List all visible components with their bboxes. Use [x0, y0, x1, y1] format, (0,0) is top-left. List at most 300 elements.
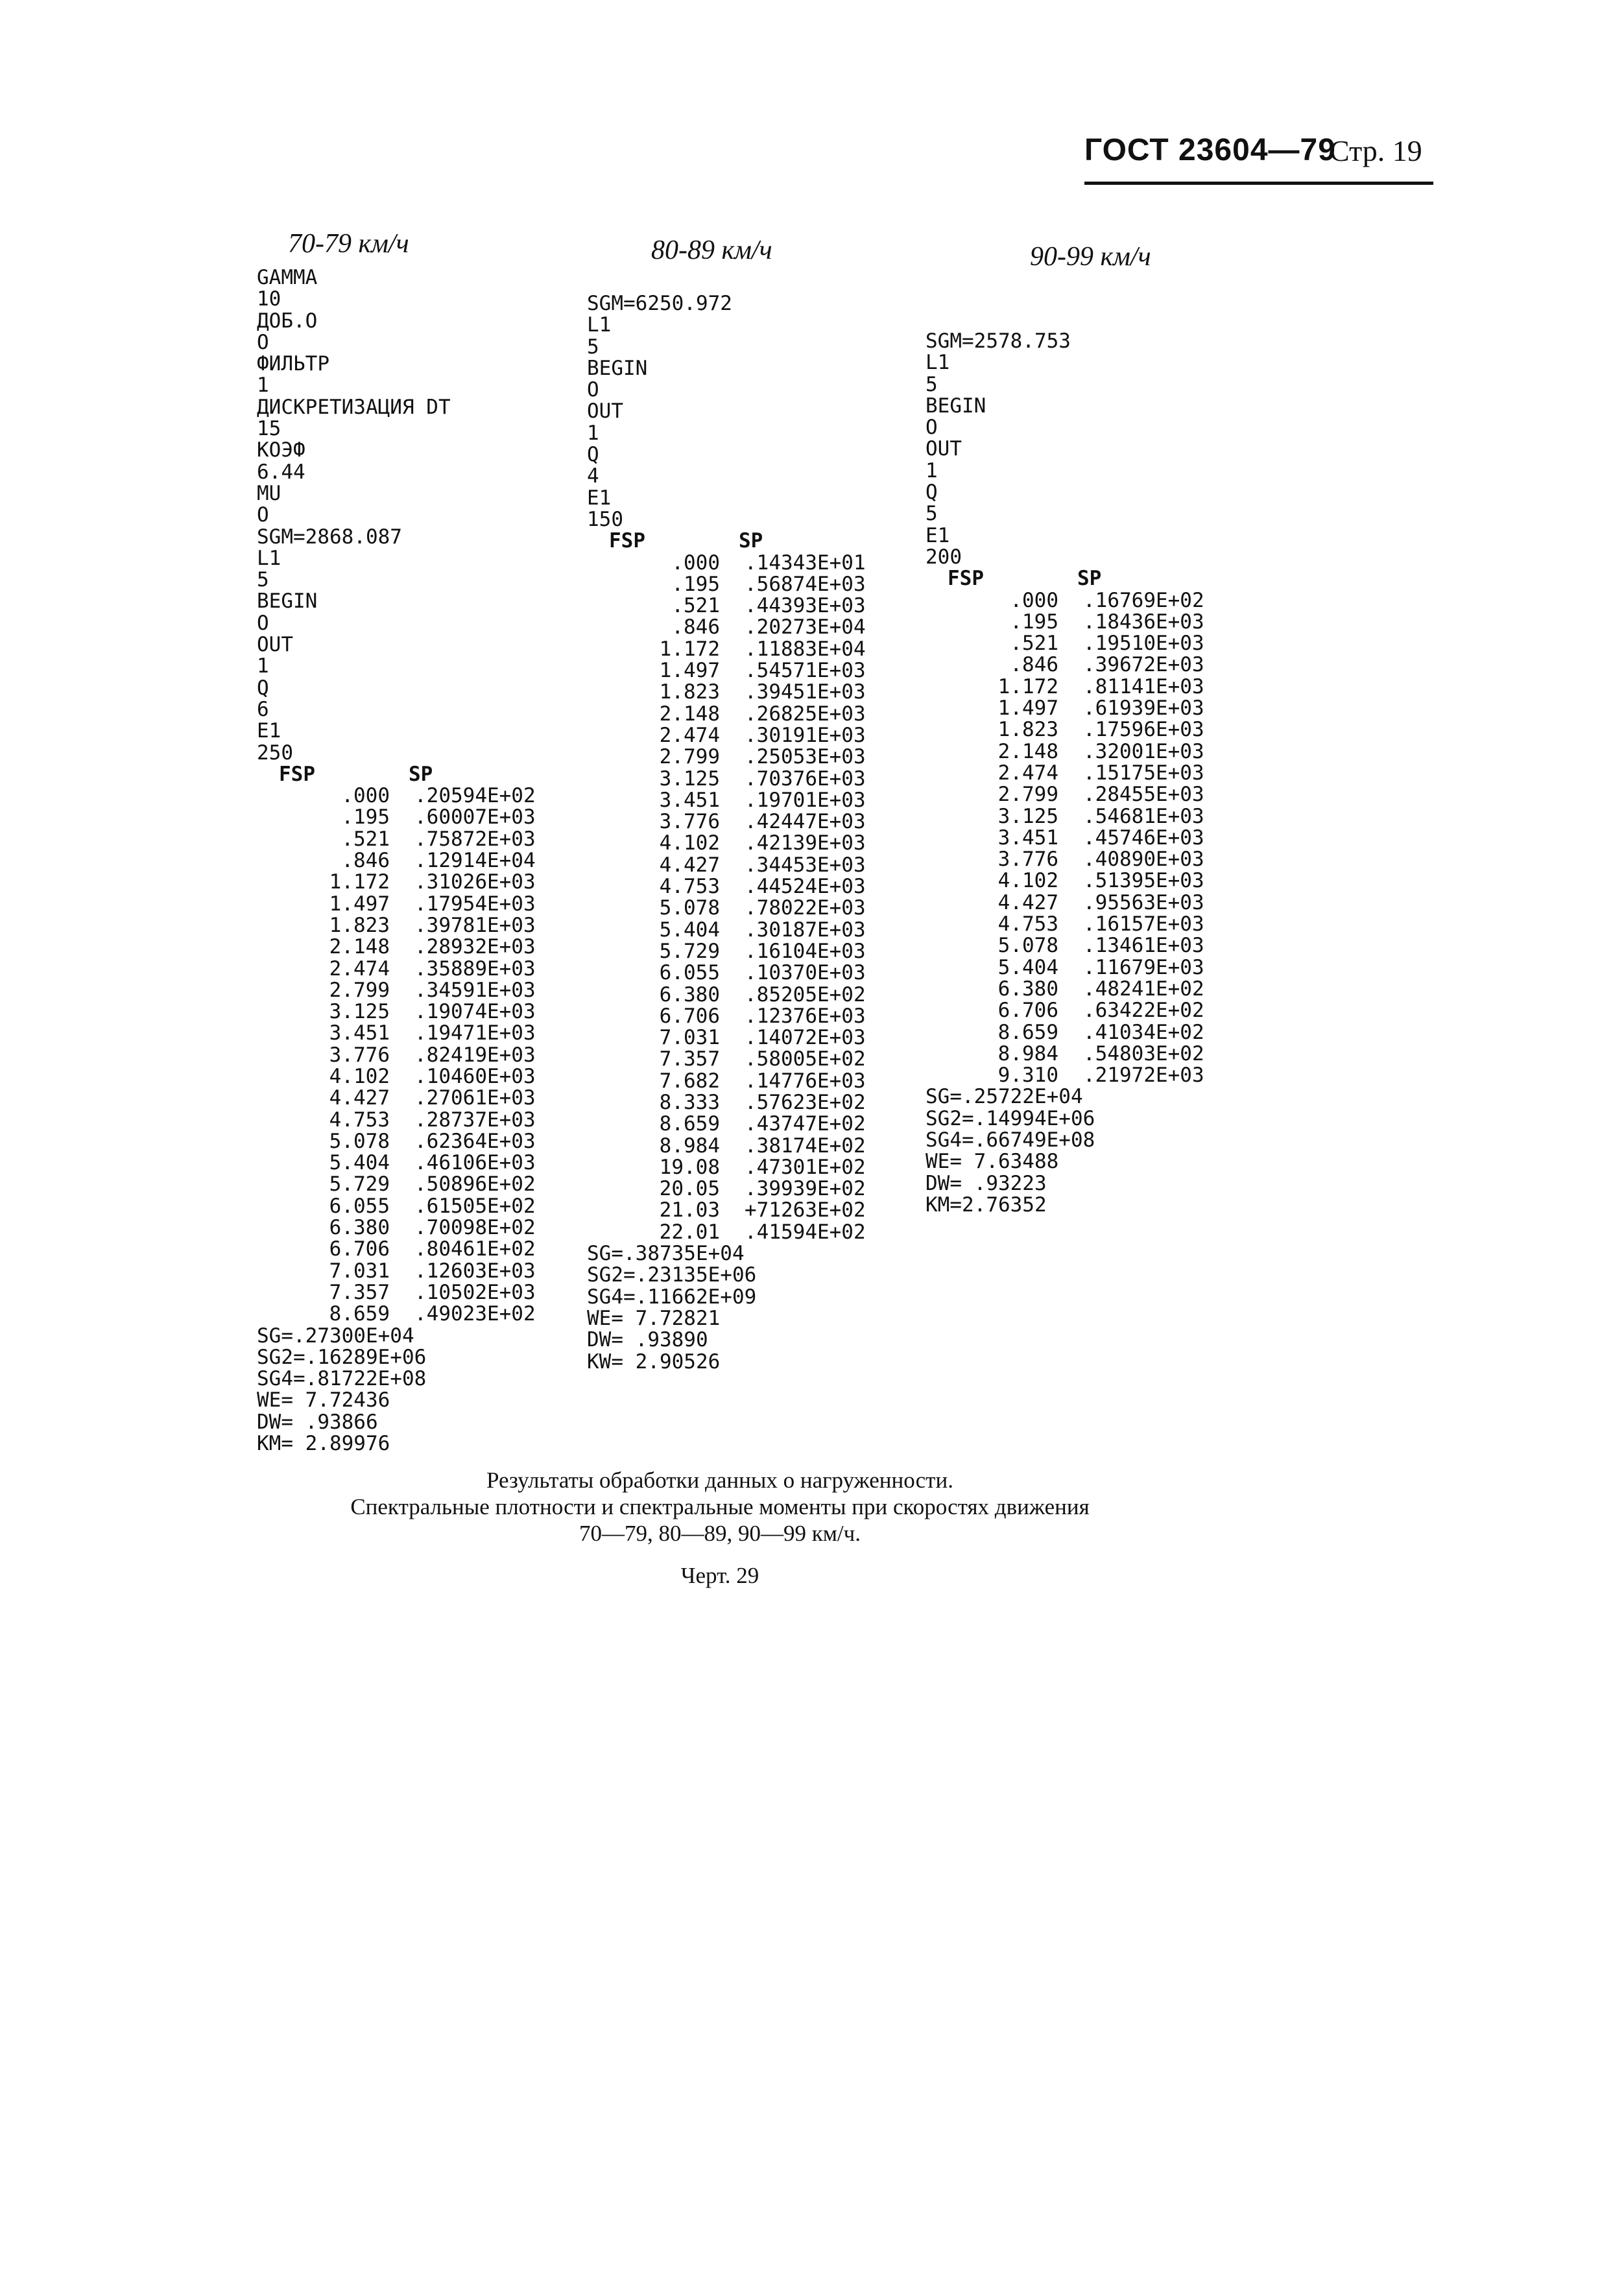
printout-line: L1 — [587, 313, 612, 337]
fsp-value: 3.451 — [997, 826, 1058, 850]
sp-value: .12603E+03 — [414, 1259, 536, 1283]
column-heading-80-89: 80-89 км/ч — [651, 235, 772, 265]
table-row — [925, 1065, 1232, 1086]
sp-value: .44524E+03 — [745, 875, 866, 899]
table-row — [587, 941, 894, 962]
spectral-moment-line: DW= .93223 — [925, 1171, 1047, 1195]
sp-value: .39939E+02 — [745, 1177, 866, 1201]
fsp-value: 1.172 — [997, 674, 1058, 698]
sp-value: .16104E+03 — [745, 939, 866, 963]
spectral-moment-line: SG4=.66749E+08 — [925, 1128, 1095, 1152]
table-header — [925, 568, 1232, 589]
printout-line: O — [257, 503, 269, 527]
sp-value: .58005E+02 — [745, 1047, 866, 1071]
sp-value: .63422E+02 — [1083, 999, 1204, 1023]
fsp-value: 6.706 — [329, 1237, 390, 1261]
fsp-value: .521 — [1010, 632, 1058, 656]
printout-line: 1 — [925, 458, 938, 482]
table-row — [587, 898, 894, 919]
sp-value: .78022E+03 — [745, 896, 866, 920]
table-row — [587, 595, 894, 617]
sp-value: .48241E+02 — [1083, 977, 1204, 1001]
sp-value: .15175E+03 — [1083, 761, 1204, 785]
table-row — [257, 1239, 564, 1260]
fsp-value: 1.823 — [659, 680, 720, 704]
table-row — [257, 958, 564, 980]
table-row — [257, 872, 564, 893]
table-row — [587, 553, 894, 574]
table-row — [257, 785, 564, 807]
table-row — [587, 746, 894, 768]
fsp-value: 2.799 — [997, 783, 1058, 807]
fsp-value: 5.404 — [329, 1151, 390, 1175]
sp-value: .75872E+03 — [414, 827, 536, 851]
fsp-value: 8.984 — [659, 1134, 720, 1158]
sp-value: .25053E+03 — [745, 745, 866, 769]
sp-value: .30191E+03 — [745, 723, 866, 747]
table-row — [925, 719, 1232, 741]
sp-value: .54571E+03 — [745, 659, 866, 683]
spectral-moment-line: SG=.25722E+04 — [925, 1085, 1083, 1109]
table-row — [587, 704, 894, 725]
table-row — [925, 892, 1232, 914]
fsp-column-header: FSP — [279, 762, 315, 786]
table-header — [257, 764, 564, 785]
table-row — [587, 790, 894, 811]
fsp-value: 1.497 — [329, 892, 390, 916]
fsp-value: .521 — [341, 827, 390, 851]
table-row — [925, 763, 1232, 784]
table-row — [925, 784, 1232, 805]
fsp-value: 6.380 — [329, 1216, 390, 1240]
table-row — [925, 870, 1232, 892]
printout-line: 6.44 — [257, 460, 305, 484]
column-heading-90-99: 90-99 км/ч — [1030, 242, 1151, 272]
fsp-value: 20.05 — [659, 1177, 720, 1201]
figure-number: Черт. 29 — [680, 1563, 759, 1588]
table-row — [587, 1006, 894, 1027]
printout-line: O — [925, 416, 938, 440]
sp-value: .19510E+03 — [1083, 632, 1204, 656]
sp-value: .34453E+03 — [745, 853, 866, 877]
table-row — [257, 1131, 564, 1152]
table-row — [257, 1023, 564, 1044]
fsp-value: 4.102 — [997, 869, 1058, 893]
sp-value: .35889E+03 — [414, 957, 536, 981]
sp-value: .43747E+02 — [745, 1112, 866, 1136]
printout-line: O — [587, 378, 599, 402]
table-row — [925, 979, 1232, 1000]
table-row — [587, 1222, 894, 1243]
fsp-value: 3.125 — [329, 1000, 390, 1024]
printout-line: 6 — [257, 697, 269, 721]
sp-value: .19701E+03 — [745, 788, 866, 812]
fsp-value: 7.031 — [659, 1026, 720, 1050]
fsp-value: 4.427 — [329, 1086, 390, 1110]
table-row — [257, 807, 564, 828]
printout-line: O — [257, 330, 269, 354]
table-row — [257, 1088, 564, 1109]
spectral-moment-line: SG2=.16289E+06 — [257, 1345, 427, 1369]
table-row — [587, 660, 894, 682]
spectral-moment-line: WE= 7.63488 — [925, 1150, 1059, 1174]
fsp-value: 3.451 — [329, 1021, 390, 1045]
fsp-value: .000 — [1010, 588, 1058, 612]
table-row — [257, 1066, 564, 1088]
column-heading-70-79: 70-79 км/ч — [288, 229, 409, 259]
sp-value: .28737E+03 — [414, 1108, 536, 1132]
table-row — [587, 768, 894, 790]
table-row — [257, 850, 564, 872]
spectral-moment-line: KW= 2.90526 — [587, 1350, 721, 1374]
fsp-value: 4.102 — [659, 831, 720, 855]
spectral-moment-line: SG=.27300E+04 — [257, 1324, 414, 1348]
printout-line: 1 — [257, 374, 269, 398]
spectral-moment-line: SG4=.81722E+08 — [257, 1367, 427, 1391]
sp-value: +71263E+02 — [745, 1198, 866, 1222]
spectral-moment-line: WE= 7.72821 — [587, 1306, 721, 1330]
printout-line: E1 — [587, 486, 612, 510]
fsp-value: .846 — [1010, 653, 1058, 677]
fsp-value: 7.357 — [659, 1047, 720, 1071]
fsp-value: .846 — [341, 849, 390, 873]
fsp-value: 6.380 — [659, 982, 720, 1006]
table-row — [587, 725, 894, 746]
printout-line: SGM=2868.087 — [257, 525, 402, 549]
table-row — [925, 1022, 1232, 1043]
table-row — [257, 1196, 564, 1217]
printout-line: E1 — [925, 523, 950, 547]
spectral-moment-line: KM= 2.89976 — [257, 1432, 390, 1456]
fsp-value: 5.729 — [329, 1172, 390, 1196]
fsp-value: .000 — [341, 784, 390, 808]
sp-value: .56874E+03 — [745, 572, 866, 596]
sp-value: .16769E+02 — [1083, 588, 1204, 612]
printout-line: BEGIN — [257, 589, 318, 613]
spectral-moment-line: SG=.38735E+04 — [587, 1242, 745, 1266]
printout-line: SGM=2578.753 — [925, 329, 1071, 353]
printout-line: 250 — [257, 741, 293, 765]
table-row — [587, 682, 894, 703]
sp-value: .10370E+03 — [745, 961, 866, 985]
table-row — [587, 1200, 894, 1221]
fsp-value: 2.148 — [329, 935, 390, 959]
sp-value: .28455E+03 — [1083, 783, 1204, 807]
fsp-value: 2.799 — [659, 745, 720, 769]
fsp-value: 4.753 — [997, 912, 1058, 936]
table-row — [925, 957, 1232, 979]
table-row — [925, 914, 1232, 935]
printout-line: 5 — [925, 372, 938, 396]
printout-line: Q — [925, 481, 938, 505]
sp-value: .20273E+04 — [745, 615, 866, 639]
page-number: Стр. 19 — [1330, 134, 1422, 167]
table-row — [257, 915, 564, 936]
fsp-value: 5.404 — [659, 918, 720, 942]
sp-value: .60007E+03 — [414, 805, 536, 829]
fsp-value: 1.172 — [659, 637, 720, 661]
sp-value: .40890E+03 — [1083, 848, 1204, 872]
table-row — [925, 676, 1232, 698]
table-row — [257, 1001, 564, 1023]
fsp-value: 6.706 — [997, 999, 1058, 1023]
fsp-value: 4.753 — [659, 875, 720, 899]
fsp-value: 2.474 — [329, 957, 390, 981]
sp-value: .14072E+03 — [745, 1026, 866, 1050]
fsp-value: 8.984 — [997, 1041, 1058, 1065]
sp-value: .41594E+02 — [745, 1220, 866, 1244]
table-row — [257, 936, 564, 958]
printout-line: 5 — [925, 502, 938, 526]
sp-value: .39781E+03 — [414, 913, 536, 937]
fsp-value: 8.333 — [659, 1090, 720, 1114]
table-row — [257, 1152, 564, 1174]
printout-line: E1 — [257, 719, 281, 743]
fsp-value: .000 — [671, 551, 720, 575]
table-row — [925, 935, 1232, 957]
spectral-moment-line: SG4=.11662E+09 — [587, 1285, 757, 1309]
printout-column-90-99 — [925, 331, 1232, 1216]
printout-line: ДИСКРЕТИЗАЦИЯ DT — [257, 395, 451, 419]
table-row — [925, 1000, 1232, 1021]
fsp-value: 3.776 — [997, 848, 1058, 872]
fsp-value: 8.659 — [329, 1302, 390, 1326]
sp-value: .12914E+04 — [414, 849, 536, 873]
fsp-column-header: FSP — [609, 529, 645, 553]
printout-line: L1 — [925, 351, 950, 375]
sp-value: .45746E+03 — [1083, 826, 1204, 850]
table-header — [587, 530, 894, 552]
sp-value: .39672E+03 — [1083, 653, 1204, 677]
spectral-moment-line: DW= .93866 — [257, 1410, 378, 1434]
printout-line: L1 — [257, 546, 281, 570]
table-row — [587, 1136, 894, 1157]
caption-line: Спектральные плотности и спектральные моменты при скоростях движения — [350, 1494, 1090, 1519]
table-row — [587, 617, 894, 638]
fsp-value: .521 — [671, 594, 720, 618]
fsp-value: 7.682 — [659, 1069, 720, 1093]
table-row — [587, 1113, 894, 1135]
fsp-value: 1.497 — [659, 659, 720, 683]
table-row — [257, 1174, 564, 1195]
table-row — [587, 1092, 894, 1113]
fsp-value: 2.148 — [659, 702, 720, 726]
fsp-value: 3.776 — [659, 810, 720, 834]
sp-value: .62364E+03 — [414, 1129, 536, 1153]
fsp-value: 6.055 — [329, 1194, 390, 1218]
spectral-moment-line: KM=2.76352 — [925, 1193, 1047, 1217]
table-row — [587, 639, 894, 660]
sp-value: .30187E+03 — [745, 918, 866, 942]
fsp-value: 1.823 — [997, 718, 1058, 742]
table-row — [925, 633, 1232, 654]
sp-value: .61505E+02 — [414, 1194, 536, 1218]
sp-value: .10460E+03 — [414, 1064, 536, 1088]
fsp-value: 2.148 — [997, 739, 1058, 763]
fsp-value: 2.474 — [659, 723, 720, 747]
table-row — [925, 590, 1232, 612]
table-row — [587, 1049, 894, 1070]
spectral-moment-line: SG2=.14994E+06 — [925, 1106, 1095, 1130]
table-row — [587, 1157, 894, 1178]
printout-column-70-79 — [257, 267, 564, 1455]
sp-value: .70376E+03 — [745, 767, 866, 791]
caption-line: 70—79, 80—89, 90—99 км/ч. — [579, 1521, 861, 1546]
printout-line: OUT — [587, 399, 623, 423]
table-row — [925, 654, 1232, 676]
table-row — [587, 876, 894, 898]
table-row — [925, 806, 1232, 827]
standard-number: ГОСТ 23604—79 — [1084, 133, 1336, 167]
fsp-value: .195 — [1010, 610, 1058, 634]
sp-value: .16157E+03 — [1083, 912, 1204, 936]
sp-value: .17954E+03 — [414, 892, 536, 916]
printout-line: 5 — [257, 568, 269, 592]
fsp-value: 1.497 — [997, 696, 1058, 720]
page-header — [1084, 127, 1433, 185]
fsp-value: .195 — [671, 572, 720, 596]
fsp-value: 6.380 — [997, 977, 1058, 1001]
table-row — [587, 811, 894, 833]
table-row — [587, 1027, 894, 1049]
sp-value: .70098E+02 — [414, 1216, 536, 1240]
printout-line: GAMMA — [257, 266, 318, 289]
sp-value: .32001E+03 — [1083, 739, 1204, 763]
table-row — [925, 849, 1232, 870]
table-row — [257, 1303, 564, 1325]
table-row — [587, 984, 894, 1006]
spectral-moment-line: DW= .93890 — [587, 1328, 708, 1352]
printout-line: 15 — [257, 417, 281, 441]
table-row — [257, 1217, 564, 1239]
sp-value: .39451E+03 — [745, 680, 866, 704]
sp-value: .54803E+02 — [1083, 1041, 1204, 1065]
printout-line: MU — [257, 481, 281, 505]
printout-line: ФИЛЬТР — [257, 352, 329, 376]
printout-line: 200 — [925, 545, 962, 569]
sp-value: .61939E+03 — [1083, 696, 1204, 720]
table-row — [587, 855, 894, 876]
fsp-value: 2.799 — [329, 978, 390, 1002]
sp-value: .12376E+03 — [745, 1004, 866, 1028]
printout-line: 150 — [587, 507, 623, 531]
printout-line: O — [257, 611, 269, 635]
fsp-value: 6.055 — [659, 961, 720, 985]
table-row — [925, 698, 1232, 719]
sp-value: .46106E+03 — [414, 1151, 536, 1175]
printout-line: 4 — [587, 464, 599, 488]
printout-line: 1 — [257, 654, 269, 678]
fsp-value: 1.172 — [329, 870, 390, 894]
printout-line: ДОБ.O — [257, 309, 318, 333]
fsp-value: 3.451 — [659, 788, 720, 812]
caption-line: Результаты обработки данных о нагруженности. — [486, 1468, 953, 1493]
table-row — [925, 612, 1232, 633]
sp-value: .11883E+04 — [745, 637, 866, 661]
fsp-value: 6.706 — [659, 1004, 720, 1028]
fsp-value: 5.078 — [997, 934, 1058, 958]
sp-value: .81141E+03 — [1083, 674, 1204, 698]
sp-value: .14776E+03 — [745, 1069, 866, 1093]
fsp-value: 21.03 — [659, 1198, 720, 1222]
fsp-value: 19.08 — [659, 1155, 720, 1179]
sp-value: .50896E+02 — [414, 1172, 536, 1196]
table-row — [925, 827, 1232, 849]
sp-value: .85205E+02 — [745, 982, 866, 1006]
sp-value: .49023E+02 — [414, 1302, 536, 1326]
sp-value: .19074E+03 — [414, 1000, 536, 1024]
table-row — [587, 574, 894, 595]
printout-line: 1 — [587, 421, 599, 445]
sp-value: .17596E+03 — [1083, 718, 1204, 742]
sp-value: .95563E+03 — [1083, 890, 1204, 914]
fsp-value: 22.01 — [659, 1220, 720, 1244]
table-row — [257, 1045, 564, 1066]
sp-value: .27061E+03 — [414, 1086, 536, 1110]
sp-value: .54681E+03 — [1083, 804, 1204, 828]
sp-value: .19471E+03 — [414, 1021, 536, 1045]
sp-value: .26825E+03 — [745, 702, 866, 726]
fsp-value: .846 — [671, 615, 720, 639]
table-row — [587, 1071, 894, 1092]
fsp-value: 5.078 — [659, 896, 720, 920]
sp-value: .11679E+03 — [1083, 955, 1204, 979]
sp-value: .41034E+02 — [1083, 1020, 1204, 1044]
table-row — [587, 962, 894, 984]
fsp-value: 3.125 — [997, 804, 1058, 828]
sp-value: .10502E+03 — [414, 1280, 536, 1304]
sp-value: .80461E+02 — [414, 1237, 536, 1261]
table-row — [925, 741, 1232, 763]
sp-value: .44393E+03 — [745, 594, 866, 618]
table-row — [257, 829, 564, 850]
sp-value: .13461E+03 — [1083, 934, 1204, 958]
fsp-column-header: FSP — [948, 567, 984, 591]
fsp-value: 5.404 — [997, 955, 1058, 979]
sp-value: .31026E+03 — [414, 870, 536, 894]
sp-value: .20594E+02 — [414, 784, 536, 808]
printout-column-80-89 — [587, 293, 894, 1373]
printout-line: 10 — [257, 287, 281, 311]
sp-value: .57623E+02 — [745, 1090, 866, 1114]
sp-value: .47301E+02 — [745, 1155, 866, 1179]
spectral-moment-line: SG2=.23135E+06 — [587, 1263, 757, 1287]
table-row — [257, 1261, 564, 1282]
fsp-value: 1.823 — [329, 913, 390, 937]
fsp-value: 4.427 — [997, 890, 1058, 914]
sp-column-header: SP — [409, 762, 433, 786]
fsp-value: 2.474 — [997, 761, 1058, 785]
fsp-value: 4.427 — [659, 853, 720, 877]
fsp-value: 5.729 — [659, 939, 720, 963]
fsp-value: 9.310 — [997, 1064, 1058, 1088]
sp-value: .38174E+02 — [745, 1134, 866, 1158]
fsp-value: 8.659 — [997, 1020, 1058, 1044]
fsp-value: 3.776 — [329, 1043, 390, 1067]
printout-line: OUT — [925, 437, 962, 461]
spectral-moment-line: WE= 7.72436 — [257, 1388, 390, 1412]
sp-column-header: SP — [1077, 567, 1102, 591]
fsp-value: 5.078 — [329, 1129, 390, 1153]
sp-value: .42447E+03 — [745, 810, 866, 834]
sp-value: .34591E+03 — [414, 978, 536, 1002]
fsp-value: 7.357 — [329, 1280, 390, 1304]
sp-value: .51395E+03 — [1083, 869, 1204, 893]
printout-line: BEGIN — [587, 356, 648, 380]
sp-value: .28932E+03 — [414, 935, 536, 959]
sp-value: .21972E+03 — [1083, 1064, 1204, 1088]
table-row — [587, 920, 894, 941]
